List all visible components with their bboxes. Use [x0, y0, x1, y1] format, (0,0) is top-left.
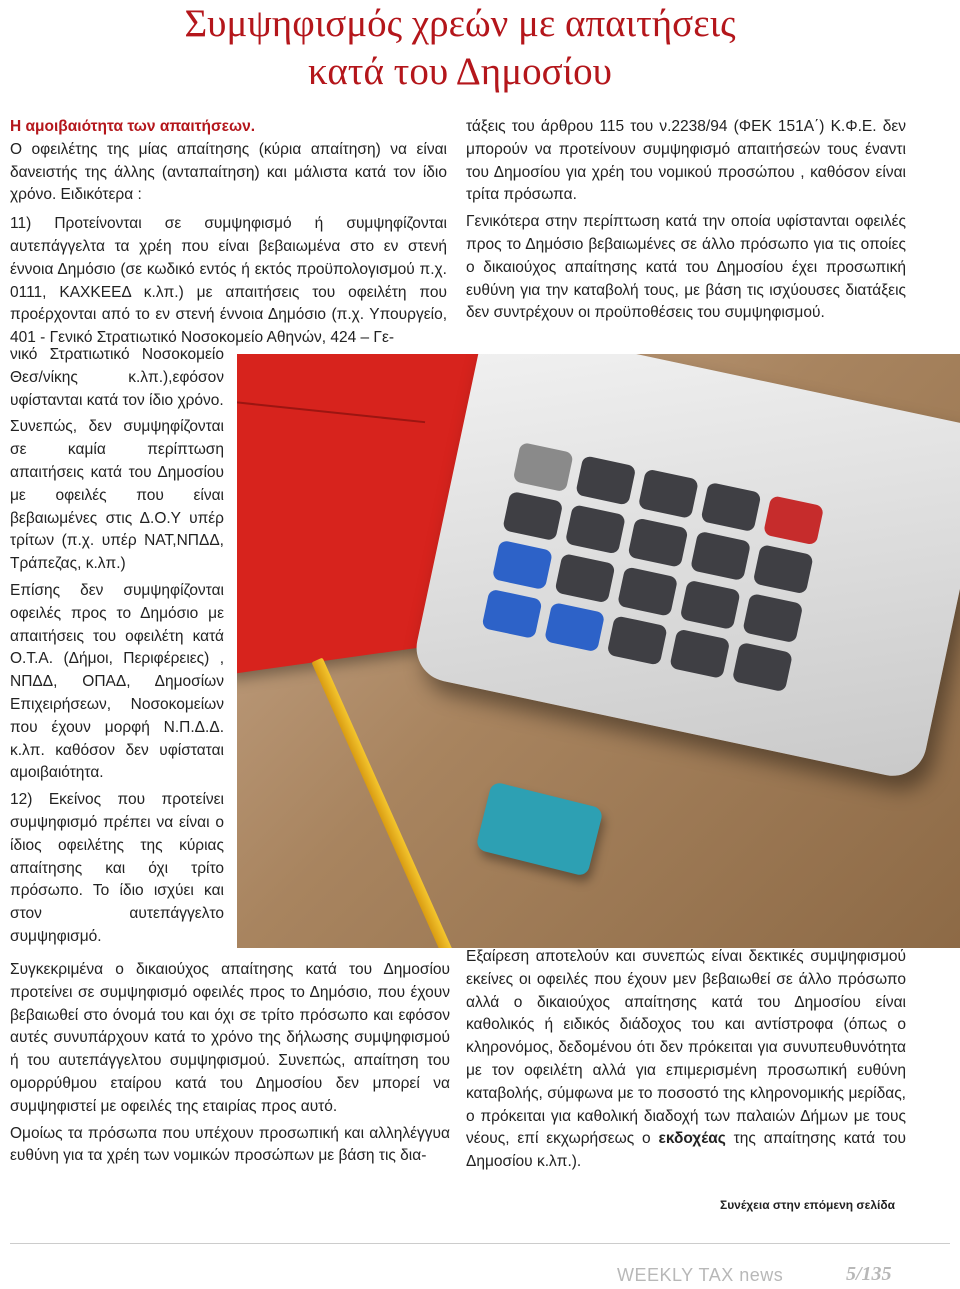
paragraph-therefore: Συνεπώς, δεν συμψηφίζονται σε καμία περίπτωση απαιτήσεις κατά του Δημοσίου με οφειλές που είναι βεβαιωμένες στις Δ.Ο.Υ υπέρ τρίτων (π.χ. υπέρ ΝΑΤ,ΝΠΔΔ, Τράπεζας, κ.λπ.) [10, 418, 224, 573]
section-heading: Η αμοιβαιότητα των απαιτήσεων. [10, 118, 255, 135]
page-title [140, 0, 780, 96]
paragraph-11: 11) Προτείνονται σε συμψηφισμό ή συμψηφίζονται αυτεπάγγελτα τα χρέη που είναι βεβαιωμένα στο εν στενή έννοια Δημόσιο (σε κωδικό εντός ή εκτός προϋπολογισμού π.χ. 0111, ΚΑΧΚΕΕΔ κ.λπ.) με απαιτήσεις του οφειλέτη που προέρχονται από το εν στενή έννοια Δημόσιο (π.χ. Υπουργείο, 401 - Γενικό Στρατιωτικό Νοσοκομείο Αθηνών, 424 – Γε- [10, 215, 447, 347]
left-column-narrow [10, 344, 224, 949]
title-line-1: Συμψηφισμός χρεών με απαιτήσεις [184, 2, 736, 45]
title-line-2: κατά του Δημοσίου [308, 50, 612, 93]
paragraph-specifically: Συγκεκριμένα ο δικαιούχος απαίτησης κατά του Δημοσίου προτείνει σε συμψηφισμό οφειλές προς το Δημόσιο, που έχουν βεβαιωθεί στο όνομά του και όχι σε τρίτο πρόσωπο και εφόσον αυτές συνυπάρχουν κατά το χρόνο της δήλωσης συμψηφισμού ή του αυτεπάγγελτου συμψηφισμού. Συνεπώς, απαίτηση του ομορρύθμου εταίρου κατά του Δημοσίου δεν μπορεί να συμψηφιστεί με οφειλές της εταιρίας προς αυτό. [10, 961, 450, 1115]
exception-text: Εξαίρεση αποτελούν και συνεπώς είναι δεκτικές συμψηφισμού εκείνες οι οφειλές που έχουν μεν βεβαιωθεί σε άλλο πρόσωπο αλλά ο δικαιούχος απαίτησης κατά του Δημοσίου είναι καθολικός ή ειδικός διάδοχος του και αντίστροφα (όπως ο κληρονόμος, δεδομένου ότι δεν πρόκειται για συνυπευθυνότητα με τον οφειλέτη αλλά για επιμερισμένη προσωπική ευθύνη καταβολής, σύμφωνα με το ποσοστό της κληρονομικής μερίδας, ο πρόκειται για καθολική διαδοχή των παλαιών Δήμων με τους νέους, επί εκχωρήσεως ο [466, 948, 906, 1148]
left-column-top [10, 116, 447, 350]
pencil-icon [312, 658, 457, 948]
continued-next-page: Συνέχεια στην επόμενη σελίδα [720, 1198, 895, 1212]
footer-brand: WEEKLY TAX news [617, 1265, 784, 1285]
paragraph-likewise: Ομοίως τα πρόσωπα που υπέχουν προσωπική και αλληλέγγυα ευθύνη για τα χρέη των νομικών προσώπων με βάση τις δια- [10, 1124, 450, 1165]
paragraph-right-2: Γενικότερα στην περίπτωση κατά την οποία υφίστανται οφειλές προς το Δημόσιο βεβαιωμένες σε άλλο πρόσωπο για τις οποίες ο δικαιούχος απαίτησης κατά του Δημοσίου έχει προσωπική ευθύνη για την καταβολή τους, με βάση τις ισχύουσες διατάξεις δεν συντρέχουν οι προϋποθέσεις του συμψηφισμού. [466, 213, 906, 322]
exception-text-end: της απαίτησης κατά του Δημοσίου κ.λπ.). [466, 1130, 906, 1171]
page-number: 5/135 [846, 1263, 892, 1285]
paragraph-12: 12) Εκείνος που προτείνει συμψηφισμό πρέπει να είναι ο ίδιος οφειλέτης της κύριας απαίτησης και όχι τρίτο πρόσωπο. Το ίδιο ισχύει και στον αυτεπάγγελτο συμψηφισμό. [10, 791, 224, 945]
paragraph-right-1: τάξεις του άρθρου 115 του ν.2238/94 (ΦΕΚ 151Α΄) Κ.Φ.Ε. δεν μπορούν να προτείνουν συμψηφισμό απαιτήσεών τους έναντι του Δημοσίου για χρέη του νομικού προσώπου , καθόσον είναι τρίτα πρόσωπα. [466, 118, 906, 204]
calculator-icon [410, 354, 960, 782]
exception-bold-term: εκδοχέας [658, 1130, 726, 1148]
right-column-top [466, 116, 906, 325]
eraser-icon [475, 781, 604, 877]
footer-divider [10, 1243, 950, 1244]
paragraph-exception [466, 946, 906, 1174]
right-column-bottom [466, 946, 906, 1174]
paragraph-also: Επίσης δεν συμψηφίζονται οφειλές προς το Δημόσιο με απαιτήσεις του οφειλέτη κατά Ο.Τ.Α. (Δήμοι, Περιφέρειες) , ΝΠΔΔ, ΟΠΑΔ, Δημοσίων Επιχειρήσεων, Νοσοκομείων που έχουν μορφή Ν.Π.Δ.Δ. κ.λπ. καθόσον δεν υφίσταται αμοιβαιότητα. [10, 581, 224, 782]
paragraph-11-continued: νικό Στρατιωτικό Νοσοκομείο Θεσ/νίκης κ.λπ.),εφόσον υφίστανται κατά τον ίδιο χρόνο. [10, 346, 224, 409]
intro-paragraph: Ο οφειλέτης της μίας απαίτησης (κύρια απαίτηση) να είναι δανειστής της άλλης (ανταπαίτηση) και μάλιστα κατά τον ίδιο χρόνο. Ειδικότερα : [10, 140, 447, 204]
calculator-photo [237, 354, 960, 948]
left-column-bottom [10, 959, 450, 1168]
